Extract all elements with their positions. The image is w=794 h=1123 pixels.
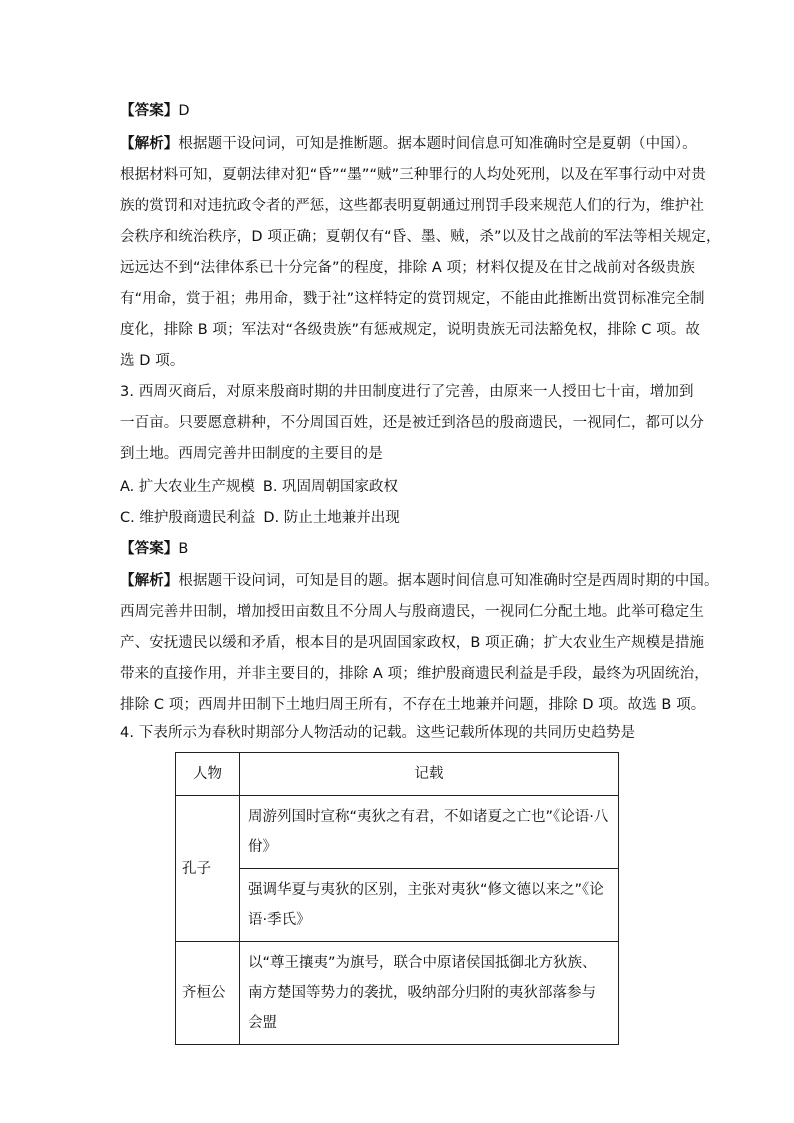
analysis-line: 西周完善井田制，增加授田亩数且不分周人与殷商遗民，一视同仁分配土地。此举可稳定生 [120,604,704,620]
table-cell-record: 强调华夏与夷狄的区别，主张对夷狄“修文德以来之”《论语·季氏》 [240,869,619,942]
option-b: B. 巩固周朝国家政权 [262,479,399,495]
question-line: 到土地。西周完善井田制度的主要目的是 [120,446,383,462]
question-line: 一百亩。只要愿意耕种，不分周国百姓，还是被迁到洛邑的殷商遗民，一视同仁，都可以分 [120,415,704,431]
answer-line-q3: 【答案】B [120,541,189,557]
options-row [120,508,400,528]
question-line: 4. 下表所示为春秋时期部分人物活动的记载。这些记载所体现的共同历史趋势是 [120,725,636,741]
answer-line-q2: 【答案】D [120,103,190,119]
question-line: 3. 西周灭商后，对原来殷商时期的井田制度进行了完善，由原来一人授田七十亩，增加到 [120,384,694,400]
records-table [175,752,619,1045]
option-c: C. 维护殷商遗民利益 [120,510,256,526]
analysis-line: 排除 C 项；西周井田制下土地归周王所有，不存在土地兼并问题，排除 D 项。故选 B 项。 [120,697,706,713]
table-header-row [176,753,619,796]
options-row [120,477,398,497]
table-row [176,942,619,1045]
table-header-record: 记载 [240,753,619,796]
table-cell-record: 周游列国时宣称“夷狄之有君，不如诸夏之亡也”《论语·八佾》 [240,796,619,869]
table-cell-person: 齐桓公 [176,942,240,1045]
analysis-line: 【解析】根据题干设问词，可知是目的题。据本题时间信息可知准确时空是西周时期的中国。 [120,573,719,589]
analysis-line: 族的赏罚和对违抗政令者的严惩，这些都表明夏朝通过刑罚手段来规范人们的行为，维护社 [120,198,704,214]
analysis-line: 会秩序和统治秩序，D 项正确；夏朝仅有“昏、墨、贼，杀”以及甘之战前的军法等相关规定， [120,229,721,245]
analysis-line: 度化，排除 B 项；军法对“各级贵族”有惩戒规定，说明贵族无司法豁免权，排除 C 项。故 [120,322,700,338]
table-cell-person: 孔子 [176,796,240,942]
analysis-line: 带来的直接作用，并非主要目的，排除 A 项；维护殷商遗民利益是手段，最终为巩固统治， [120,666,709,682]
table-row [176,869,619,942]
table-cell-record: 以“尊王攘夷”为旗号，联合中原诸侯国抵御北方狄族、南方楚国等势力的袭扰，吸纳部分归附的夷狄部落参与会盟 [240,942,619,1045]
table-row [176,796,619,869]
option-a: A. 扩大农业生产规模 [120,479,255,495]
option-d: D. 防止土地兼并出现 [263,510,400,526]
analysis-line: 选 D 项。 [120,353,185,369]
analysis-line: 产、安抚遗民以缓和矛盾，根本目的是巩固国家政权，B 项正确；扩大农业生产规模是措施 [120,635,705,651]
analysis-line: 根据材料可知，夏朝法律对犯“昏”“墨”“贼”三种罪行的人均处死刑，以及在军事行动中对贵 [120,167,706,183]
analysis-line: 有“用命，赏于祖；弗用命，戮于社”这样特定的赏罚规定，不能由此推断出赏罚标准完全制 [120,291,705,307]
analysis-line: 远远达不到“法律体系已十分完备”的程度，排除 A 项；材料仅提及在甘之战前对各级贵族 [120,260,695,276]
analysis-line: 【解析】根据题干设问词，可知是推断题。据本题时间信息可知准确时空是夏朝（中国）。 [120,136,697,152]
table-header-person: 人物 [176,753,240,796]
